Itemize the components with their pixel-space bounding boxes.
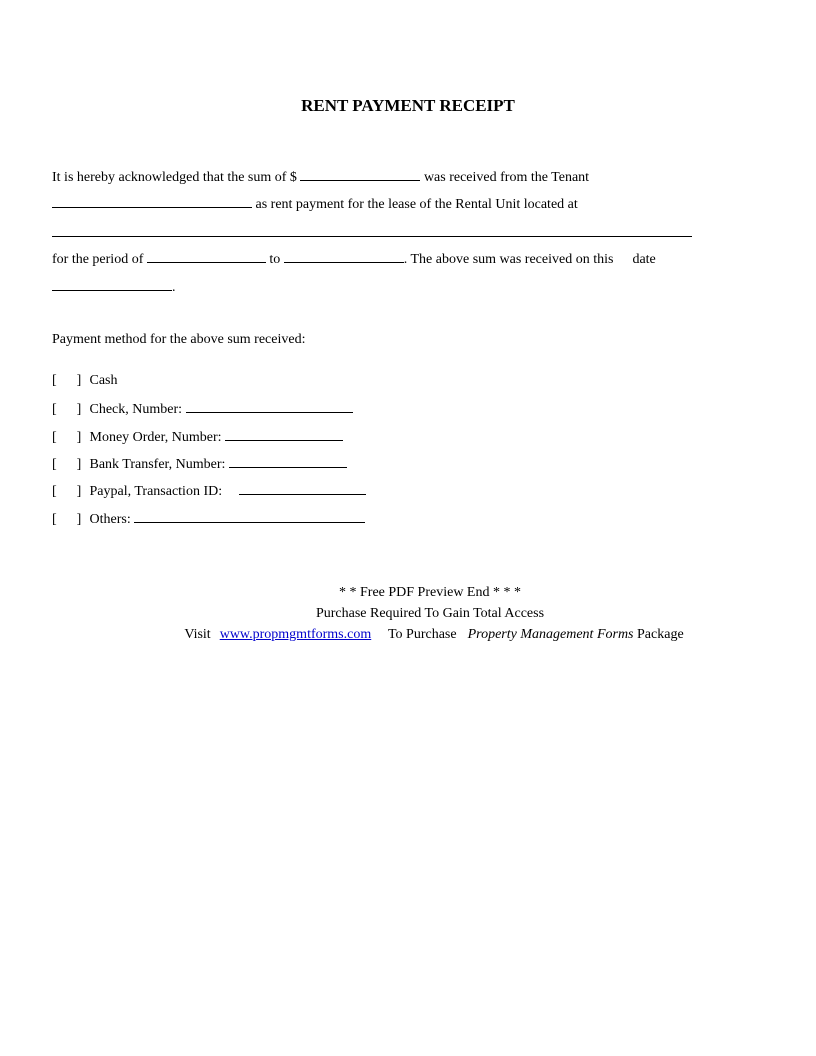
period-end-blank[interactable] bbox=[284, 249, 404, 263]
option-label: Check, Number: bbox=[89, 402, 183, 417]
option-bank-transfer[interactable] bbox=[52, 454, 347, 474]
document-title: RENT PAYMENT RECEIPT bbox=[301, 96, 515, 115]
purchase-line bbox=[0, 626, 816, 644]
option-label: Cash bbox=[89, 373, 118, 388]
rental-address-blank[interactable] bbox=[52, 236, 692, 237]
checkbox-bracket[interactable]: [ ] bbox=[52, 402, 82, 417]
para-line-4 bbox=[52, 249, 656, 269]
others-blank[interactable] bbox=[134, 509, 365, 523]
sum-text: It is hereby acknowledged that the sum of $ bbox=[52, 170, 297, 185]
option-paypal[interactable] bbox=[52, 481, 366, 501]
sum-blank[interactable] bbox=[300, 167, 420, 181]
to-purchase-text: To Purchase bbox=[387, 627, 457, 642]
checkbox-bracket[interactable]: [ ] bbox=[52, 512, 82, 527]
received-date-blank[interactable] bbox=[52, 277, 172, 291]
money-order-number-blank[interactable] bbox=[225, 427, 343, 441]
date-text: date bbox=[632, 252, 656, 267]
tenant-name-blank[interactable] bbox=[52, 194, 252, 208]
option-check[interactable] bbox=[52, 399, 353, 419]
period-end-dot: . bbox=[172, 280, 176, 295]
period-of-text: for the period of bbox=[52, 252, 144, 267]
checkbox-bracket[interactable]: [ ] bbox=[52, 457, 82, 472]
option-label: Money Order, Number: bbox=[89, 430, 222, 445]
option-cash[interactable] bbox=[52, 372, 118, 390]
option-money-order[interactable] bbox=[52, 427, 343, 447]
option-label: Bank Transfer, Number: bbox=[89, 457, 226, 472]
visit-text: Visit bbox=[184, 627, 211, 642]
received-on-text: . The above sum was received on this bbox=[403, 252, 614, 267]
option-label: Others: bbox=[89, 512, 131, 527]
para-line-1 bbox=[52, 167, 589, 187]
para-line-5 bbox=[52, 277, 176, 297]
purchase-required-notice: Purchase Required To Gain Total Access bbox=[315, 606, 545, 621]
option-label: Paypal, Transaction ID: bbox=[89, 484, 223, 499]
payment-method-heading: Payment method for the above sum received: bbox=[52, 332, 306, 347]
bank-transfer-number-blank[interactable] bbox=[229, 454, 347, 468]
option-others[interactable] bbox=[52, 509, 365, 529]
product-name: Property Management Forms bbox=[467, 627, 634, 642]
package-text: Package bbox=[637, 627, 684, 642]
checkbox-bracket[interactable]: [ ] bbox=[52, 373, 82, 388]
preview-end-notice: * * Free PDF Preview End * * * bbox=[339, 585, 521, 600]
to-text: to bbox=[269, 252, 281, 267]
checkbox-bracket[interactable]: [ ] bbox=[52, 430, 82, 445]
received-from-text: was received from the Tenant bbox=[423, 170, 590, 185]
rent-payment-text: as rent payment for the lease of the Rental Unit located at bbox=[255, 197, 578, 212]
check-number-blank[interactable] bbox=[186, 399, 353, 413]
para-line-2 bbox=[52, 194, 578, 214]
propmgmtforms-link[interactable]: www.propmgmtforms.com bbox=[219, 627, 372, 642]
period-start-blank[interactable] bbox=[147, 249, 266, 263]
paypal-transaction-blank[interactable] bbox=[239, 481, 366, 495]
checkbox-bracket[interactable]: [ ] bbox=[52, 484, 82, 499]
